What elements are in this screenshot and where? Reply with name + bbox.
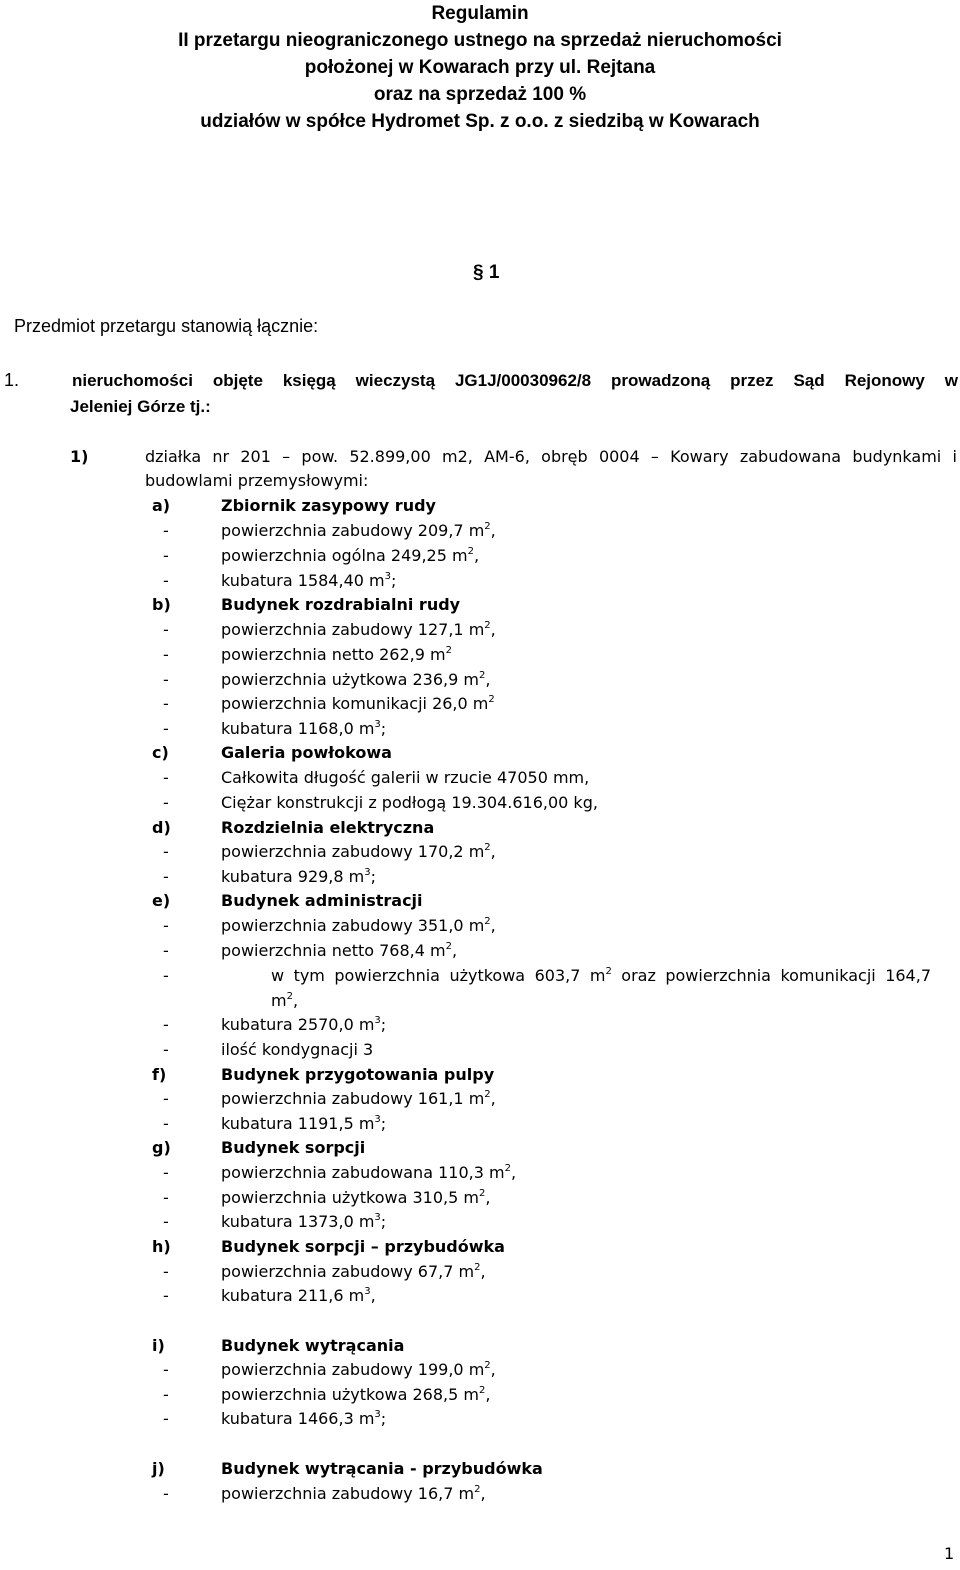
list-dash: - <box>163 842 169 861</box>
building-b-item-2: powierzchnia netto 262,9 $m^2$ <box>221 645 452 664</box>
building-b-item-4: powierzchnia komunikacji 26,0 $m^2$ <box>221 694 495 713</box>
list-dash: - <box>163 645 169 664</box>
list-dash: - <box>163 1262 169 1281</box>
building-b-item-1: powierzchnia zabudowy 127,1 $m^2$, <box>221 620 496 639</box>
list-dash: - <box>163 793 169 812</box>
building-g-item-3: kubatura 1373,0 $m^3$; <box>221 1212 387 1231</box>
building-i-name: Budynek wytrącania <box>221 1336 405 1355</box>
list-dash: - <box>163 719 169 738</box>
list-dash: - <box>163 620 169 639</box>
point-1-line-2: Jeleniej Górze tj.: <box>70 397 211 416</box>
list-dash: - <box>163 1484 169 1503</box>
building-i-item-2: powierzchnia użytkowa 268,5 $m^2$, <box>221 1385 491 1404</box>
list-dash: - <box>163 1114 169 1133</box>
building-d-label: d) <box>152 818 171 837</box>
building-g-name: Budynek sorpcji <box>221 1138 366 1157</box>
title-line-4: oraz na sprzedaż 100 % <box>373 84 587 105</box>
list-dash: - <box>163 1040 169 1059</box>
list-dash: - <box>163 571 169 590</box>
building-e-item-5: ilość kondygnacji 3 <box>221 1040 374 1059</box>
parcel-word: pow. <box>301 447 339 466</box>
title-line-5: udziałów w spółce Hydromet Sp. z o.o. z siedzibą w Kowarach <box>200 111 760 132</box>
building-g-label: g) <box>152 1138 171 1157</box>
parcel-word: nr <box>212 447 230 466</box>
list-dash: - <box>163 1163 169 1182</box>
building-a-label: a) <box>152 496 171 515</box>
parcel-word: 201 <box>240 447 271 466</box>
list-dash: - <box>163 521 169 540</box>
parcel-word: obręb <box>541 447 588 466</box>
building-e-item-1: powierzchnia zabudowy 351,0 $m^2$, <box>221 916 496 935</box>
building-f-name: Budynek przygotowania pulpy <box>221 1065 495 1084</box>
building-e-item-3-word: w <box>271 966 285 985</box>
list-dash: - <box>163 694 169 713</box>
building-d-item-1: powierzchnia zabudowy 170,2 $m^2$, <box>221 842 496 861</box>
list-dash: - <box>163 1089 169 1108</box>
list-dash: - <box>163 768 169 787</box>
building-d-name: Rozdzielnia elektryczna <box>221 818 435 837</box>
unit-m2: $m^2$ <box>589 966 612 985</box>
building-h-label: h) <box>152 1237 171 1256</box>
building-c-name: Galeria powłokowa <box>221 743 392 762</box>
building-h-item-2: kubatura 211,6 $m^3$, <box>221 1286 376 1305</box>
list-dash: - <box>163 1015 169 1034</box>
page-number: 1 <box>944 1544 955 1563</box>
building-c-item-1: Całkowita długość galerii w rzucie 47050 mm, <box>221 768 590 787</box>
building-e-item-2: powierzchnia netto 768,4 $m^2$, <box>221 941 458 960</box>
list-dash: - <box>163 1409 169 1428</box>
point-1-number: 1. <box>4 370 20 390</box>
list-dash: - <box>163 1212 169 1231</box>
building-a-name: Zbiornik zasypowy rudy <box>221 496 436 515</box>
list-dash: - <box>163 1188 169 1207</box>
parcel-word: działka <box>145 447 202 466</box>
point-1-line-1: nieruchomości objęte księgą wieczystą JG1J/00030962/8 prowadzoną przez Sąd Rejonowy w <box>72 371 958 390</box>
building-e-name: Budynek administracji <box>221 891 423 910</box>
building-h-item-1: powierzchnia zabudowy 67,7 $m^2$, <box>221 1262 486 1281</box>
building-j-item-1: powierzchnia zabudowy 16,7 $m^2$, <box>221 1484 486 1503</box>
building-e-item-3-word: komunikacji <box>780 966 876 985</box>
list-dash: - <box>163 941 169 960</box>
parcel-word: Kowary <box>670 447 729 466</box>
building-a-item-1: powierzchnia zabudowy 209,7 $m^2$, <box>221 521 496 540</box>
building-g-item-2: powierzchnia użytkowa 310,5 $m^2$, <box>221 1188 491 1207</box>
building-e-item-3-word: powierzchnia <box>334 966 440 985</box>
section-heading: § 1 <box>473 262 500 283</box>
parcel-description-line-1 <box>145 447 957 466</box>
list-dash: - <box>163 1385 169 1404</box>
list-dash: - <box>163 670 169 689</box>
building-i-item-1: powierzchnia zabudowy 199,0 $m^2$, <box>221 1360 496 1379</box>
building-h-name: Budynek sorpcji – przybudówka <box>221 1237 505 1256</box>
building-e-item-3-word: powierzchnia <box>665 966 771 985</box>
building-e-item-3-word: tym <box>293 966 325 985</box>
list-dash: - <box>163 1360 169 1379</box>
building-e-item-4: kubatura 2570,0 $m^3$; <box>221 1015 387 1034</box>
building-e-item-3-word: 164,7 <box>885 966 931 985</box>
building-f-label: f) <box>152 1065 167 1084</box>
parcel-word: zabudowana <box>739 447 842 466</box>
building-e-item-3-word: użytkowa <box>449 966 526 985</box>
building-e-item-3-line-1 <box>271 966 931 986</box>
building-j-name: Budynek wytrącania - przybudówka <box>221 1459 543 1478</box>
parcel-word: AM-6, <box>484 447 530 466</box>
list-dash: - <box>163 867 169 886</box>
building-a-item-2: powierzchnia ogólna 249,25 $m^2$, <box>221 546 480 565</box>
building-e-item-3-word: oraz <box>621 966 656 985</box>
building-a-item-3: kubatura 1584,40 $m^3$; <box>221 571 397 590</box>
building-c-label: c) <box>152 743 169 762</box>
parcel-word: i <box>952 447 957 466</box>
list-dash: - <box>163 1286 169 1305</box>
building-e-label: e) <box>152 891 171 910</box>
building-i-item-3: kubatura 1466,3 $m^3$; <box>221 1409 387 1428</box>
title-line-2: II przetargu nieograniczonego ustnego na sprzedaż nieruchomości <box>178 30 782 51</box>
building-e-item-3-word: 603,7 <box>534 966 581 985</box>
parcel-number: 1) <box>70 447 89 466</box>
title-line-1: Regulamin <box>431 3 529 24</box>
parcel-word: 0004 <box>598 447 640 466</box>
title-line-3: położonej w Kowarach przy ul. Rejtana <box>304 57 656 78</box>
parcel-word: – <box>650 447 659 466</box>
building-b-item-3: powierzchnia użytkowa 236,9 $m^2$, <box>221 670 491 689</box>
building-i-label: i) <box>152 1336 165 1355</box>
building-e-item-3-line-2: $m^2$, <box>271 991 299 1010</box>
parcel-word: 52.899,00 <box>349 447 431 466</box>
list-dash: - <box>163 966 169 985</box>
building-f-item-2: kubatura 1191,5 $m^3$; <box>221 1114 387 1133</box>
parcel-word: budynkami <box>852 447 942 466</box>
parcel-word: m2, <box>442 447 473 466</box>
parcel-word: – <box>282 447 291 466</box>
intro-text: Przedmiot przetargu stanowią łącznie: <box>14 316 319 336</box>
building-d-item-2: kubatura 929,8 $m^3$; <box>221 867 377 886</box>
list-dash: - <box>163 546 169 565</box>
building-b-label: b) <box>152 595 171 614</box>
building-g-item-1: powierzchnia zabudowana 110,3 $m^2$, <box>221 1163 517 1182</box>
building-j-label: j) <box>152 1459 165 1478</box>
parcel-description-line-2: budowlami przemysłowymi: <box>145 471 369 490</box>
building-b-item-5: kubatura 1168,0 $m^3$; <box>221 719 387 738</box>
building-f-item-1: powierzchnia zabudowy 161,1 $m^2$, <box>221 1089 496 1108</box>
list-dash: - <box>163 916 169 935</box>
building-b-name: Budynek rozdrabialni rudy <box>221 595 461 614</box>
building-c-item-2: Ciężar konstrukcji z podłogą 19.304.616,00 kg, <box>221 793 598 812</box>
